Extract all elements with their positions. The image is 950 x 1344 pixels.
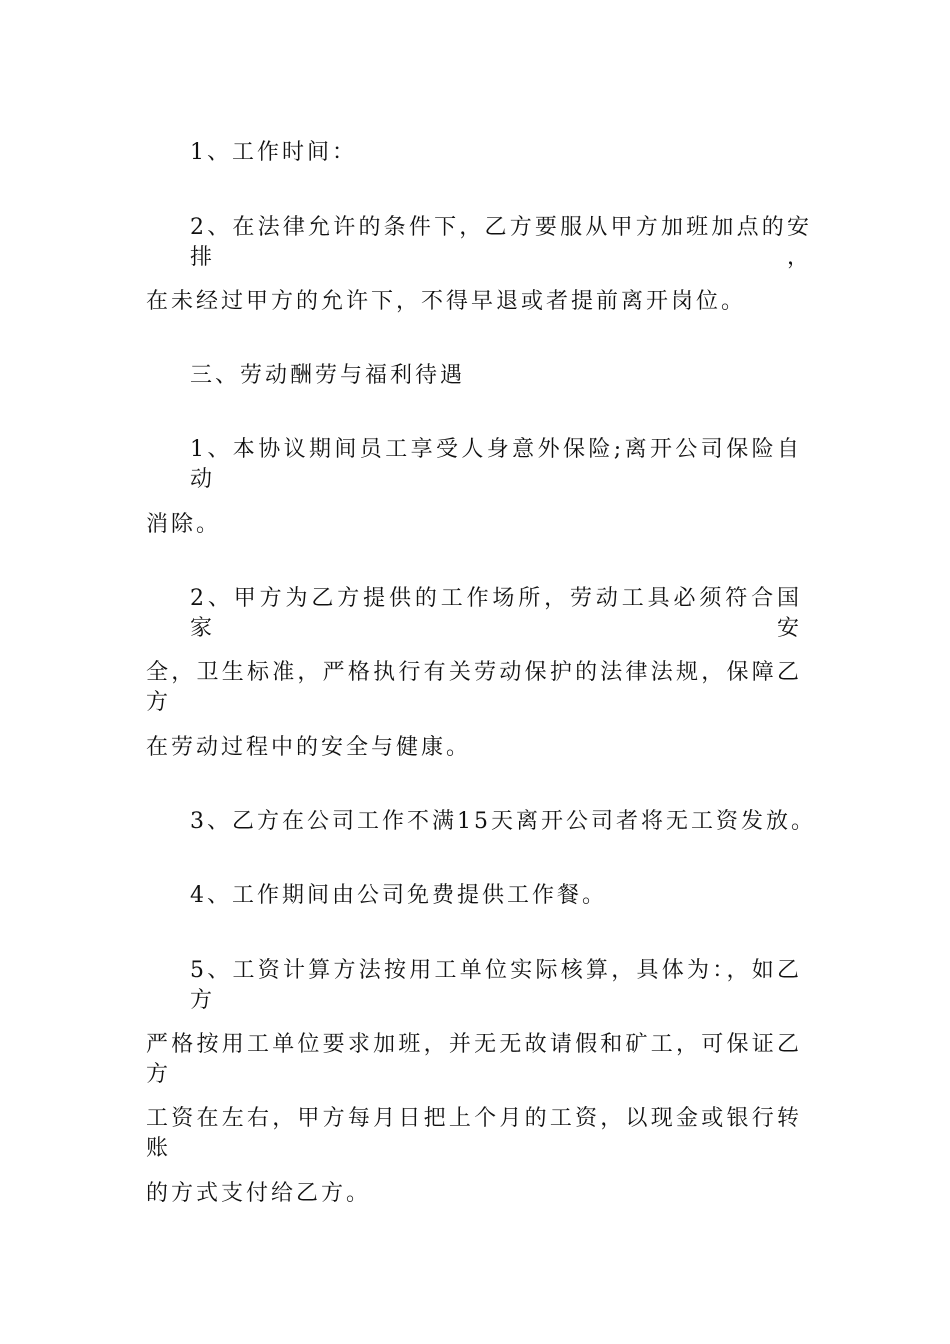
wage-calculation-line-3: 工资在左右，甲方每月日把上个月的工资，以现金或银行转账	[146, 1106, 802, 1161]
overtime-clause-line-2: 在未经过甲方的允许下，不得早退或者提前离开岗位。	[146, 289, 747, 314]
meal-clause: 4、工作期间由公司免费提供工作餐。	[190, 883, 607, 908]
section-three-heading: 三、劳动酬劳与福利待遇	[190, 363, 466, 388]
workplace-clause-line-1: 2、甲方为乙方提供的工作场所，劳动工具必须符合国家安	[190, 586, 802, 641]
work-time-heading: 1、工作时间：	[190, 140, 357, 165]
workplace-clause-line-2: 全，卫生标准，严格执行有关劳动保护的法律法规，保障乙方	[146, 660, 802, 715]
salary-condition-clause: 3、乙方在公司工作不满15天离开公司者将无工资发放。	[190, 809, 816, 834]
wage-calculation-line-4: 的方式支付给乙方。	[146, 1181, 372, 1206]
insurance-clause-line-2: 消除。	[146, 512, 222, 537]
overtime-clause-line-1: 2、在法律允许的条件下，乙方要服从甲方加班加点的安排，	[190, 215, 812, 270]
wage-calculation-line-2: 严格按用工单位要求加班，并无无故请假和矿工，可保证乙方	[146, 1032, 802, 1087]
insurance-clause-line-1: 1、本协议期间员工享受人身意外保险;离开公司保险自动	[190, 437, 802, 492]
workplace-clause-line-3: 在劳动过程中的安全与健康。	[146, 735, 472, 760]
wage-calculation-line-1: 5、工资计算方法按用工单位实际核算，具体为：，如乙方	[190, 958, 802, 1013]
